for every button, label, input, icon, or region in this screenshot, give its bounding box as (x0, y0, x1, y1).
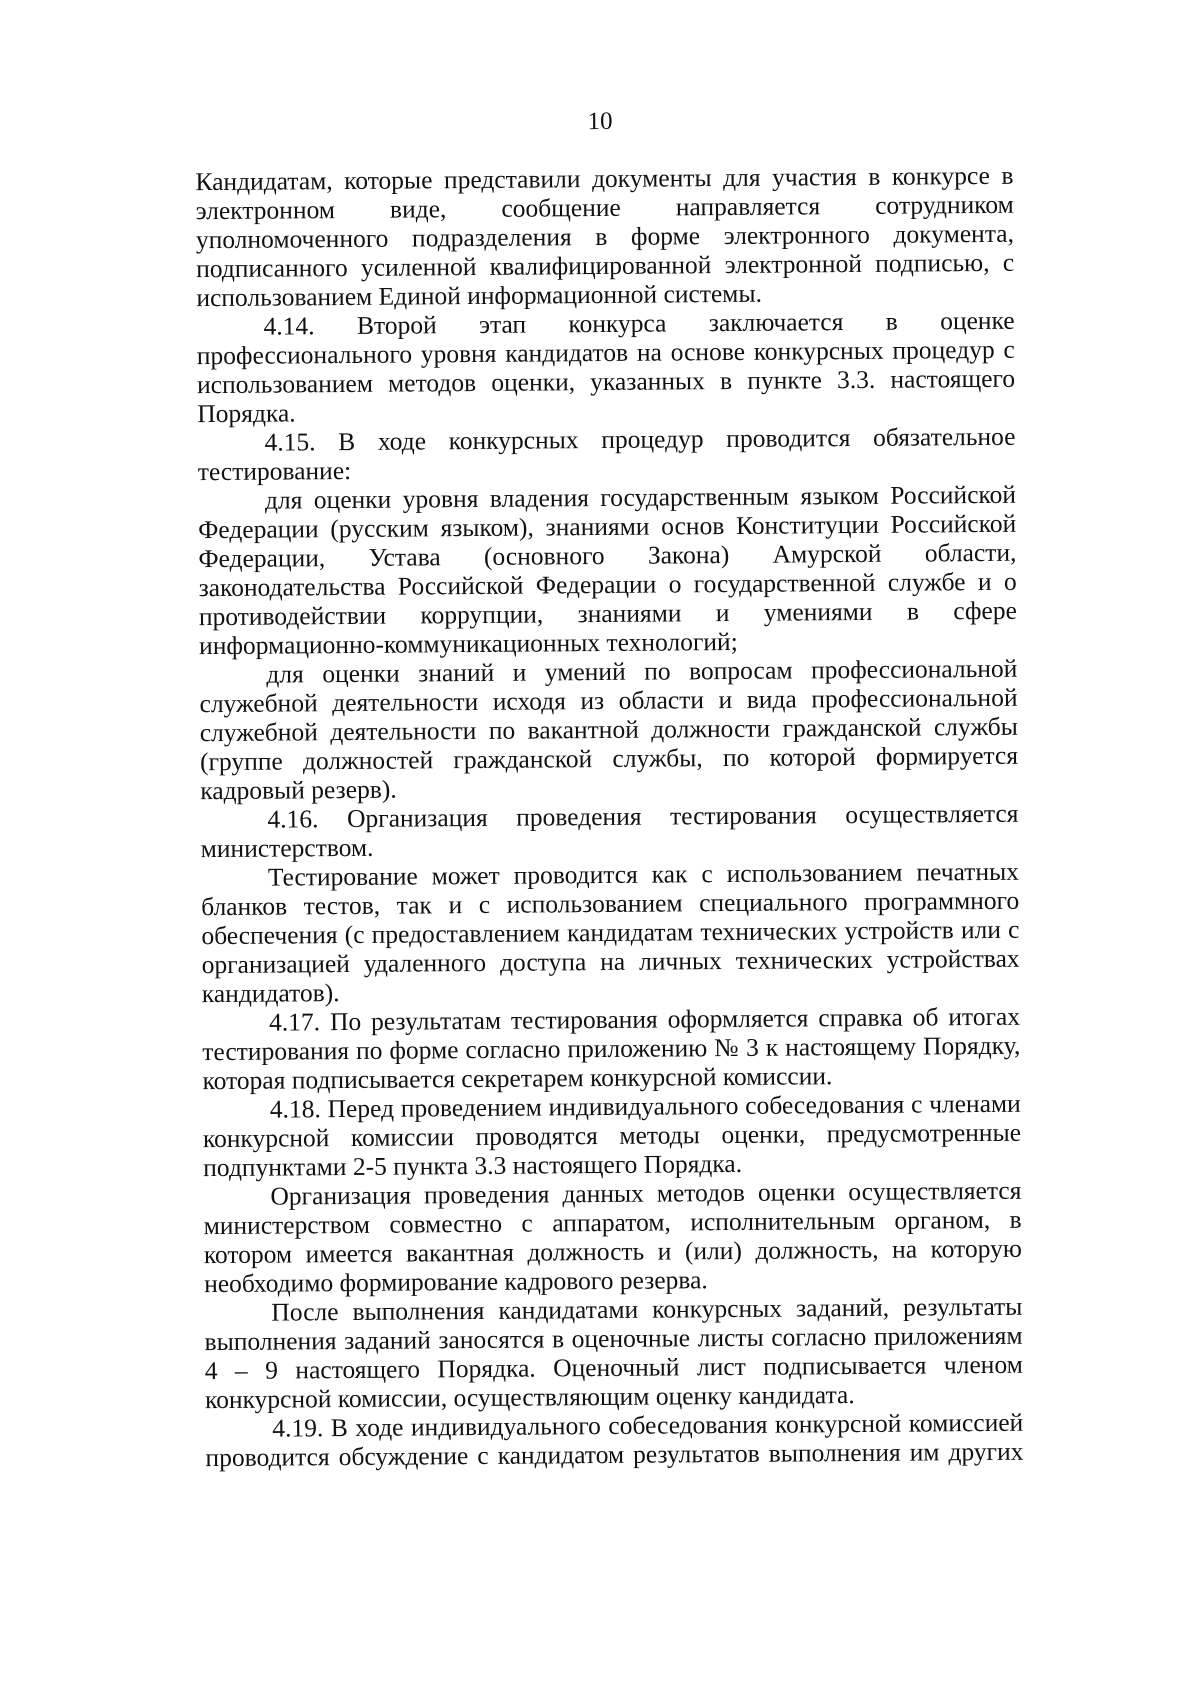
paragraph-4-17: 4.17. По результатам тестирования оформляется справка об итогах тестирования по форме согласно приложению № 3 к настоящему Порядку, которая подписывается секретарем конкурсной комиссии. (202, 1001, 1021, 1096)
paragraph-4-19: 4.19. В ходе индивидуального собеседования конкурсной комиссией проводится обсуждение с кандидатом результатов выполнения им других (205, 1407, 1024, 1473)
page-number: 10 (587, 107, 613, 136)
paragraph-testing-language: для оценки уровня владения государственным языком Российской Федерации (русским языком), знаниями основ Конституции Российской Федерации, Устава (основного Закона) Амурской области, законодательства Российской Федерации о государственной службе и о противодействии коррупции, знаниями и умениями в сфере информационно-коммуникационных технологий; (198, 479, 1017, 661)
paragraph-testing-methods: Тестирование может проводится как с использованием печатных бланков тестов, так и с использованием специального программного обеспечения (с предоставлением кандидатам технических устройств или с организацией удаленного доступа на личных технических устройствах кандидатов). (201, 856, 1020, 1009)
paragraph-4-16: 4.16. Организация проведения тестирования осуществляется министерством. (200, 798, 1019, 864)
paragraph-testing-professional: для оценки знаний и умений по вопросам профессиональной служебной деятельности исходя из области и вида профессиональной служебной деятельности по вакантной должности гражданской службы (группе должностей гражданской службы, по которой формируется кадровый резерв). (199, 653, 1019, 806)
paragraph-assessment-sheets: После выполнения кандидатами конкурсных заданий, результаты выполнения заданий заносятся в оценочные листы согласно приложениям 4 – 9 настоящего Порядка. Оценочный лист подписывается членом конкурсной комиссии, осуществляющим оценку кандидата. (204, 1291, 1023, 1415)
paragraph-organization: Организация проведения данных методов оценки осуществляется министерством совместно с аппаратом, исполнительным органом, в котором имеется вакантная должность и (или) должность, на которую необходимо формирование кадрового резерва. (203, 1175, 1022, 1299)
paragraph-continuation: Кандидатам, которые представили документы для участия в конкурсе в электронном виде, сообщение направляется сотрудником уполномоченного подразделения в форме электронного документа, подписанного усиленной квалифицированной электронной подписью, с использованием Единой информационной системы. (195, 160, 1015, 313)
document-body (195, 161, 1023, 1472)
paragraph-4-18: 4.18. Перед проведением индивидуального собеседования с членами конкурсной комиссии проводятся методы оценки, предусмотренные подпунктами 2-5 пункта 3.3 настоящего Порядка. (202, 1088, 1022, 1183)
paragraph-4-15: 4.15. В ходе конкурсных процедур проводится обязательное тестирование: (197, 421, 1016, 487)
paragraph-4-14: 4.14. Второй этап конкурса заключается в оценке профессионального уровня кандидатов на основе конкурсных процедур с использованием методов оценки, указанных в пункте 3.3. настоящего Порядка. (196, 305, 1016, 429)
